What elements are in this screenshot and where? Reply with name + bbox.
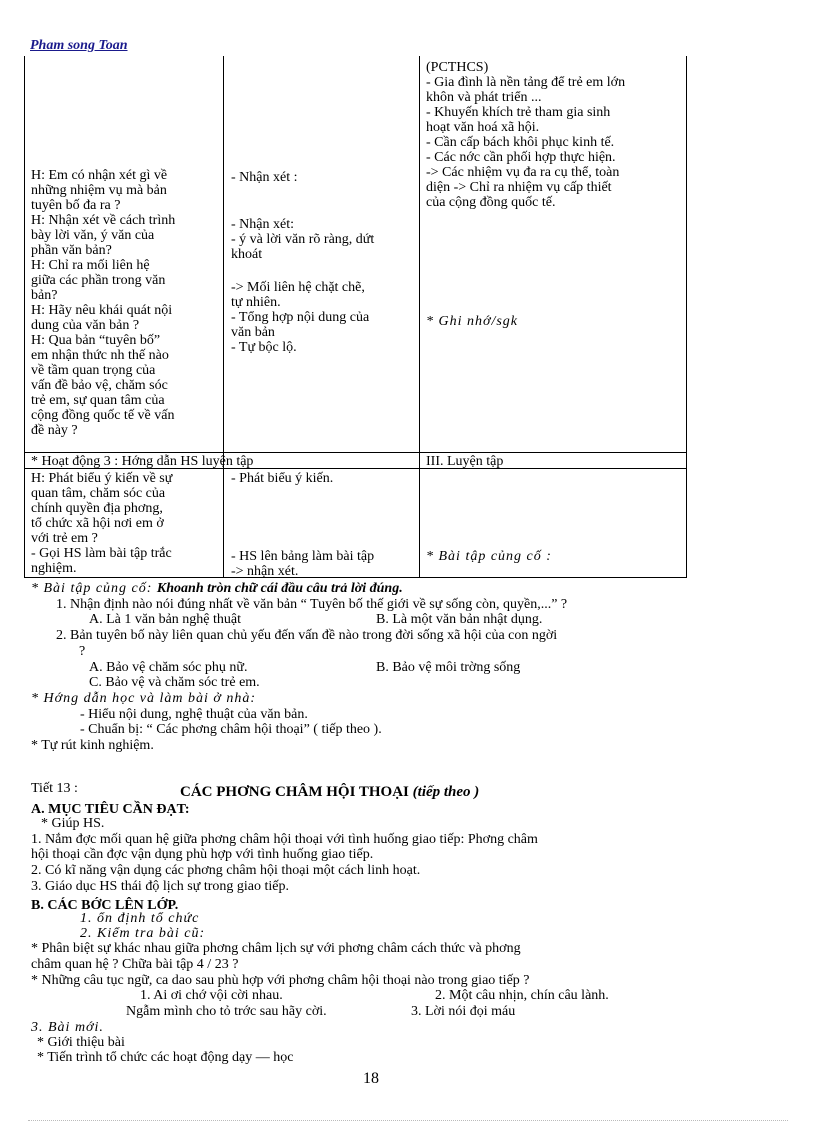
page-number: 18	[363, 1070, 379, 1087]
help-line: * Giúp HS.	[41, 816, 105, 831]
exercise-q2-option-c: C. Bảo vệ và chăm sóc trẻ em.	[89, 675, 260, 690]
footer-divider	[28, 1120, 788, 1121]
goal-line: 3. Giáo dục HS thái độ lịch sự trong giao tiếp.	[31, 879, 289, 894]
exercise-q1-option-a: A. Là 1 văn bản nghệ thuật	[89, 612, 242, 627]
goal-line: 2. Có kĩ năng vận dụng các phơng châm hội thoại một cách linh hoạt.	[31, 863, 421, 878]
cell-student-response-a: - Nhận xét :	[231, 170, 298, 185]
cell-practice-response-a: - Phát biểu ý kiến.	[231, 471, 334, 486]
self-reflection: * Tự rút kinh nghiệm.	[31, 738, 154, 753]
table-row-divider-1	[24, 452, 687, 453]
cell-practice-questions: H: Phát biểu ý kiến về sự quan tâm, chăm sóc của chính quyền địa phơng, tổ chức xã hội nơi em ở với trẻ em ? - Gọi HS làm bài tập trắc nghiệm.	[31, 471, 173, 576]
homework-item: - Hiểu nội dung, nghệ thuật của văn bản.	[80, 707, 308, 722]
homework-heading: * Hớng dẫn học và làm bài ở nhà:	[31, 691, 257, 706]
proverb-question: * Những câu tục ngữ, ca dao sau phù hợp với phơng châm hội thoại nào trong giao tiếp ?	[31, 973, 530, 988]
goal-line: hội thoại cần đợc vận dụng phù hợp với tình huống giao tiếp.	[31, 847, 374, 862]
exercise-q1-option-b: B. Là một văn bản nhật dụng.	[376, 612, 543, 627]
cell-student-response-b: - Nhận xét: - ý và lời văn rõ ràng, dứt khoát	[231, 217, 375, 262]
intro-line: * Giới thiệu bài	[37, 1035, 125, 1050]
proverb-option-3: 3. Lời nói đọi máu	[411, 1004, 516, 1019]
section-b-heading: B. CÁC BỚC LÊN LỚP.	[31, 898, 179, 913]
check-line: * Phân biệt sự khác nhau giữa phơng châm lịch sự với phơng châm cách thức và phơng	[31, 941, 521, 956]
step-3: 3. Bài mới.	[31, 1020, 104, 1035]
step-1: 1. ổn định tổ chức	[80, 911, 200, 926]
author-name: Pham song Toan	[30, 38, 128, 53]
cell-student-response-c: -> Mối liên hệ chặt chẽ, tự nhiên. - Tổng hợp nội dung của văn bản - Tự bộc lộ.	[231, 280, 370, 355]
cell-teacher-questions: H: Em có nhận xét gì về những nhiệm vụ mà bản tuyên bố đa ra ? H: Nhận xét về cách trình bày lời văn, ý văn của phần văn bản? H: Chỉ ra mối liên hệ giữa các phần trong văn bản? H: Hãy nêu khái quát nội dung của văn bản ? H: Qua bản “tuyên bố” em nhận thức nh thế nào về tầm quan trọng của vấn đề bảo vệ, chăm sóc trẻ em, sự quan tâm của cộng đồng quốc tế về vấn đề này ?	[31, 168, 176, 438]
cell-practice-response-b: - HS lên bảng làm bài tập -> nhận xét.	[231, 549, 375, 579]
exercise-q2-option-a: A. Bảo vệ chăm sóc phụ nữ.	[89, 660, 248, 675]
table-left-border	[24, 56, 25, 577]
exercise-heading: * Bài tập củng cố: Khoanh tròn chữ cái đầu câu trả lời đúng.	[31, 581, 403, 596]
homework-item: - Chuẩn bị: “ Các phơng châm hội thoại” ( tiếp theo ).	[80, 722, 382, 737]
section-a-heading: A. MỤC TIÊU CẦN ĐẠT:	[31, 802, 190, 817]
exercise-q1: 1. Nhận định nào nói đúng nhất về văn bản “ Tuyên bố thế giới về sự sống còn, quyền,...” ?	[56, 597, 568, 612]
activity-3-label: * Hoạt động 3 : Hớng dẫn HS luyện tập	[31, 454, 254, 469]
cell-practice-exercise: * Bài tập củng cố :	[426, 549, 552, 564]
proverb-option-2: 2. Một câu nhịn, chín câu lành.	[435, 988, 609, 1003]
process-line: * Tiến trình tổ chức các hoạt động dạy — học	[37, 1050, 294, 1065]
cell-notes-intro: (PCTHCS) - Gia đình là nền tảng để trẻ em lớn khôn và phát triển ... - Khuyến khích trẻ tham gia sinh hoạt văn hoá xã hội. - Cần cấp bách khôi phục kinh tế. - Các nớc cần phối hợp thực hiện. -> Các nhiệm vụ đa ra cụ thể, toàn diện -> Chỉ ra nhiệm vụ cấp thiết của cộng đồng quốc tế.	[426, 60, 626, 210]
lesson-title: CÁC PHƠNG CHÂM HỘI THOẠI (tiếp theo )	[180, 784, 480, 800]
exercise-q2-option-b: B. Bảo vệ môi trờng sống	[376, 660, 521, 675]
goal-line: 1. Nắm đợc mối quan hệ giữa phơng châm hội thoại với tình huống giao tiếp: Phơng châm	[31, 832, 538, 847]
table-right-border	[686, 56, 687, 577]
proverb-option-1: 1. Ai ơi chớ vội cời nhau.	[140, 988, 283, 1003]
exercise-q2: 2. Bản tuyên bố này liên quan chủ yếu đến vấn đề nào trong đời sống xã hội của con ngời	[56, 628, 558, 643]
exercise-q2-mark: ?	[79, 644, 86, 659]
table-col-divider-1	[223, 56, 224, 577]
lesson-number: Tiết 13 :	[31, 781, 78, 796]
step-2: 2. Kiểm tra bài cũ:	[80, 926, 206, 941]
proverb-option-1b: Ngẫm mình cho tỏ trớc sau hãy cời.	[126, 1004, 327, 1019]
section-practice: III. Luyện tập	[426, 454, 504, 469]
check-line: châm quan hệ ? Chữa bài tập 4 / 23 ?	[31, 957, 239, 972]
table-col-divider-2	[419, 56, 420, 577]
cell-notes-remember: * Ghi nhớ/sgk	[426, 314, 519, 329]
